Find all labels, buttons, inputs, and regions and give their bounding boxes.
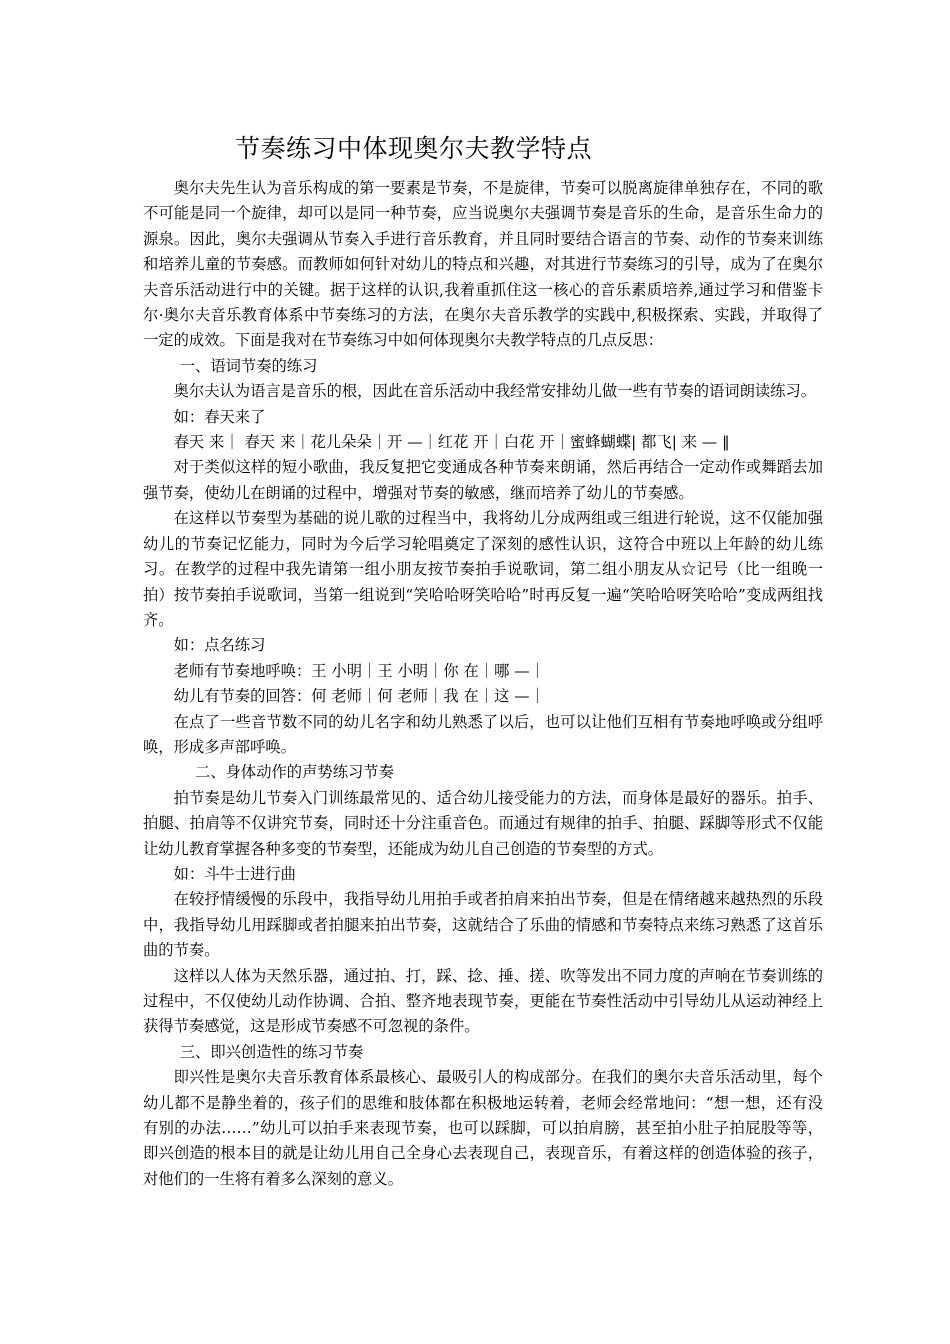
paragraph: 在这样以节奏型为基础的说儿歌的过程当中，我将幼儿分成两组或三组进行轮说，这不仅能加强幼儿的节奏记忆能力，同时为今后学习轮唱奠定了深刻的感性认识，这符合中班以上年龄的幼儿练习。在教学的过程中我先请第一组小朋友按节奏拍手说歌词，第二组小朋友从☆记号（比一组晚一拍）按节奏拍手说歌词，当第一组说到“笑哈哈呀笑哈哈”时再反复一遍“笑哈哈呀笑哈哈”变成两组找齐。 xyxy=(143,509,823,629)
example-label: 如：点名练习 xyxy=(173,636,266,655)
document-body xyxy=(143,176,823,1192)
paragraph: 对于类似这样的短小歌曲，我反复把它变通成各种节奏来朗诵，然后再结合一定动作或舞蹈去加强节奏，使幼儿在朗诵的过程中，增强对节奏的敏感，继而培养了幼儿的节奏感。 xyxy=(143,458,823,502)
paragraph: 在较抒情缓慢的乐段中，我指导幼儿用拍手或者拍肩来拍出节奏，但是在情绪越来越热烈的乐段中，我指导幼儿用踩脚或者拍腿来拍出节奏，这就结合了乐曲的情感和节奏特点来练习熟悉了这首乐曲的节奏。 xyxy=(143,890,823,960)
paragraph: 即兴性是奥尔夫音乐教育体系最核心、最吸引人的构成部分。在我们的奥尔夫音乐活动里，每个幼儿都不是静坐着的，孩子们的思维和肢体都在积极地运转着，老师会经常地问：“想一想，还有没有别的办法……”幼儿可以拍手来表现节奏，也可以踩脚，可以拍肩膀，甚至拍小肚子拍屁股等等，即兴创造的根本目的就是让幼儿用自己全身心去表现自己，表现音乐，有着这样的创造体验的孩子，对他们的一生将有着多么深刻的意义。 xyxy=(143,1068,823,1188)
section-heading-3: 三、即兴创造性的练习节奏 xyxy=(179,1042,364,1061)
section-heading-2: 二、身体动作的声势练习节奏 xyxy=(195,763,394,782)
section-heading-1: 一、语词节奏的练习 xyxy=(179,356,318,375)
paragraph: 这样以人体为天然乐器，通过拍、打，踩、捻、捶、搓、吹等发出不同力度的声响在节奏训练的过程中，不仅使幼儿动作协调、合拍、整齐地表现节奏，更能在节奏性活动中引导幼儿从运动神经上获得节奏感觉，这是形成节奏感不可忽视的条件。 xyxy=(143,966,823,1036)
rhythm-notation: 幼儿有节奏的回答：何 老师｜何 老师｜我 在｜这 —｜ xyxy=(173,687,545,706)
rhythm-notation: 春天 来｜ 春天 来｜花儿朵朵｜开 —｜红花 开｜白花 开｜蜜蜂蝴蝶| 都飞| 来 — ‖ xyxy=(173,433,730,452)
paragraph: 在点了一些音节数不同的幼儿名字和幼儿熟悉了以后，也可以让他们互相有节奏地呼唤或分组呼唤，形成多声部呼唤。 xyxy=(143,712,823,756)
paragraph: 拍节奏是幼儿节奏入门训练最常见的、适合幼儿接受能力的方法，而身体是最好的器乐。拍手、拍腿、拍肩等不仅讲究节奏，同时还十分注重音色。而通过有规律的拍手、拍腿、踩脚等形式不仅能让幼儿教育掌握各种多变的节奏型，还能成为幼儿自己创造的节奏型的方式。 xyxy=(143,788,823,858)
rhythm-notation: 老师有节奏地呼唤：王 小明｜王 小明｜你 在｜哪 —｜ xyxy=(173,661,545,680)
document-title: 节奏练习中体现奥尔夫教学特点 xyxy=(235,134,593,163)
example-label: 如：春天来了 xyxy=(173,407,266,426)
paragraph: 奥尔夫认为语言是音乐的根，因此在音乐活动中我经常安排幼儿做一些有节奏的语词朗读练习。 xyxy=(173,382,817,401)
example-label: 如：斗牛士进行曲 xyxy=(173,864,296,883)
paragraph-intro: 奥尔夫先生认为音乐构成的第一要素是节奏，不是旋律，节奏可以脱离旋律单独存在，不同的歌不可能是同一个旋律，却可以是同一种节奏，应当说奥尔夫强调节奏是音乐的生命，是音乐生命力的源泉。因此，奥尔夫强调从节奏入手进行音乐教育，并且同时要结合语言的节奏、动作的节奏来训练和培养儿童的节奏感。而教师如何针对幼儿的特点和兴趣，对其进行节奏练习的引导，成为了在奥尔夫音乐活动进行中的关键。据于这样的认识,我着重抓住这一核心的音乐素质培养,通过学习和借鉴卡尔·奥尔夫音乐教育体系中节奏练习的方法，在奥尔夫音乐教学的实践中,积极探索、实践，并取得了一定的成效。下面是我对在节奏练习中如何体现奥尔夫教学特点的几点反思： xyxy=(143,179,823,350)
